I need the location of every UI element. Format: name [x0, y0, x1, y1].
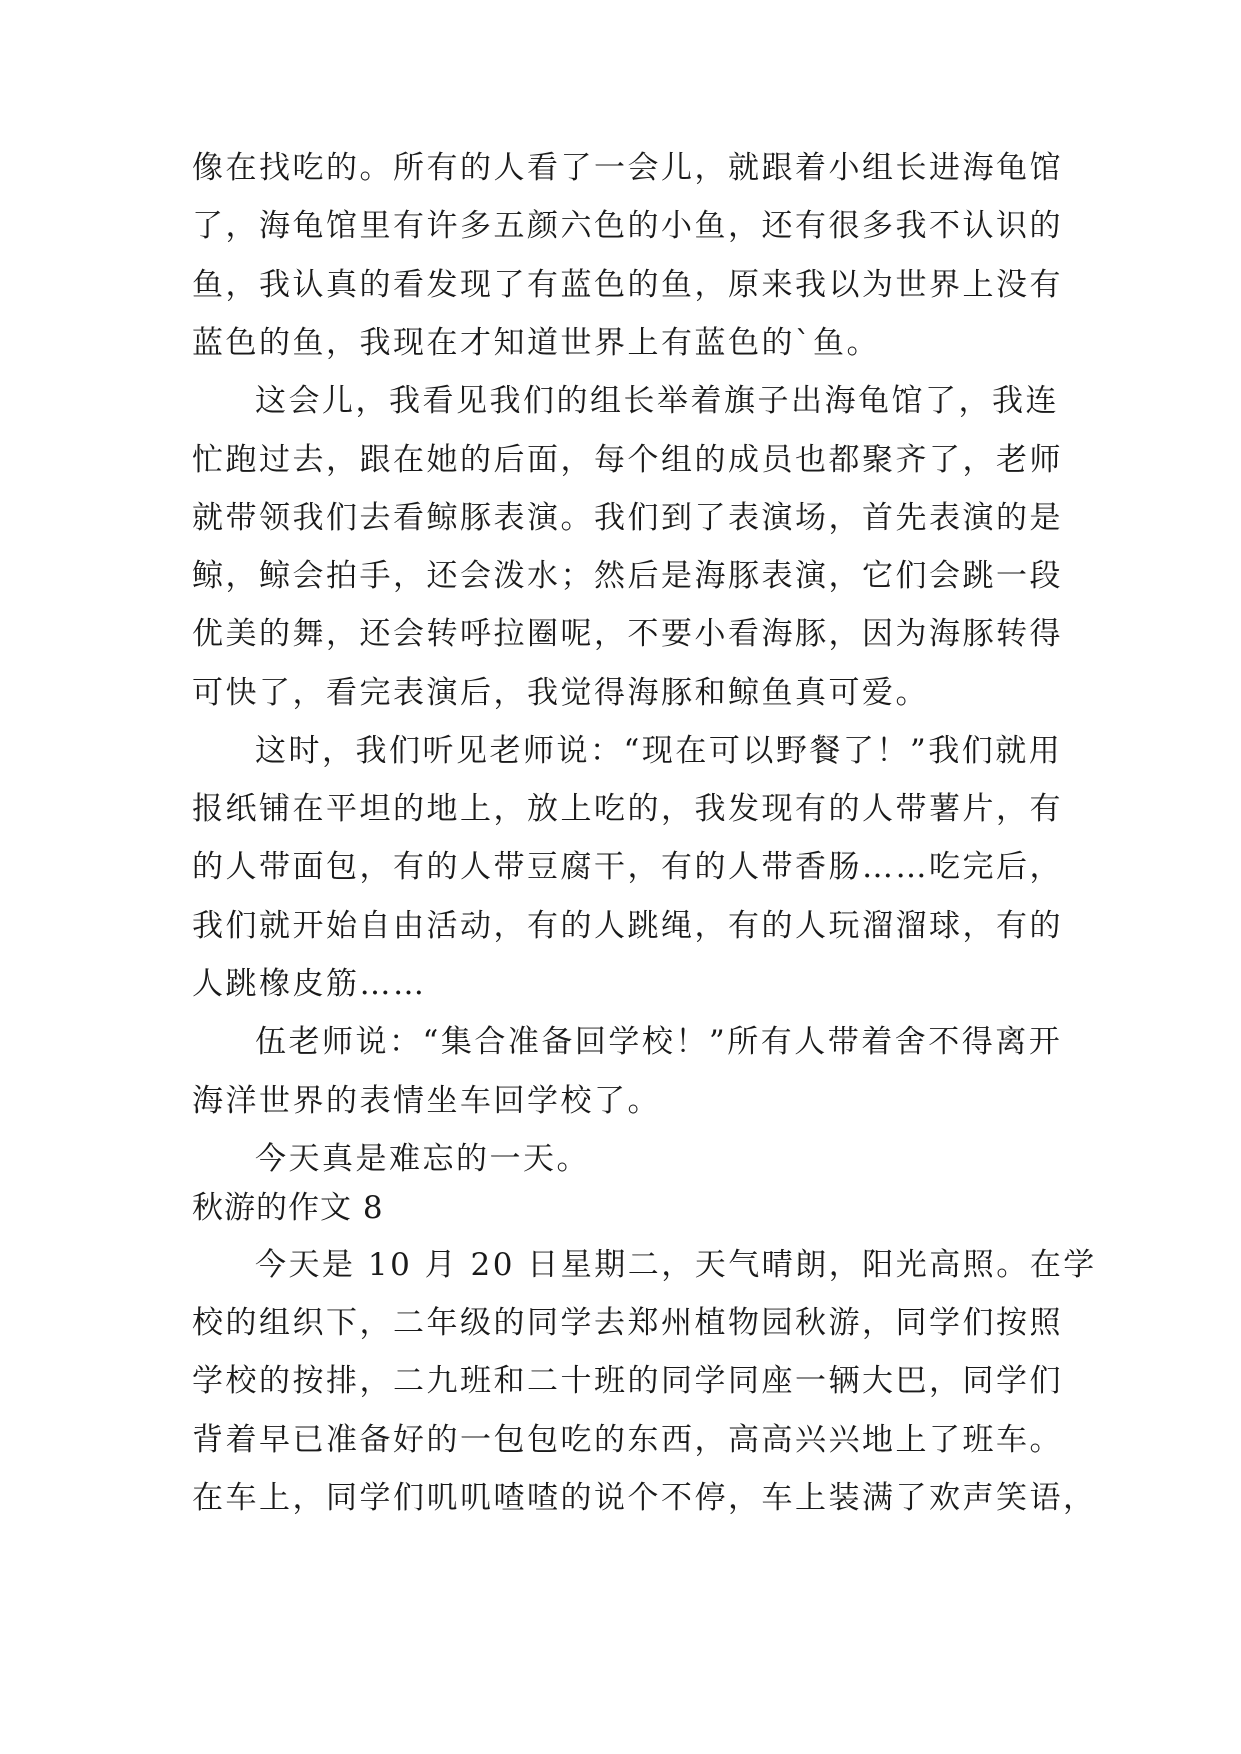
text-line: 蓝色的鱼，我现在才知道世界上有蓝色的`鱼。	[192, 325, 880, 361]
paragraph-first-line: 这会儿，我看见我们的组长举着旗子出海龟馆了，我连	[255, 383, 1059, 419]
section-heading: 秋游的作文 8	[192, 1190, 384, 1226]
text-line: 报纸铺在平坦的地上，放上吃的，我发现有的人带薯片，有	[192, 791, 1063, 827]
text-line: 海洋世界的表情坐车回学校了。	[192, 1083, 661, 1119]
text-line: 的人带面包，有的人带豆腐干，有的人带香肠……吃完后，	[192, 849, 1063, 885]
text-line: 忙跑过去，跟在她的后面，每个组的成员也都聚齐了，老师	[192, 442, 1063, 478]
text-line: 就带领我们去看鲸豚表演。我们到了表演场，首先表演的是	[192, 500, 1063, 536]
text-line: 鲸，鲸会拍手，还会泼水；然后是海豚表演，它们会跳一段	[192, 558, 1063, 594]
text-line: 背着早已准备好的一包包吃的东西，高高兴兴地上了班车。	[192, 1422, 1063, 1458]
paragraph-first-line: 今天真是难忘的一天。	[255, 1141, 590, 1177]
text-line: 优美的舞，还会转呼拉圈呢，不要小看海豚，因为海豚转得	[192, 616, 1063, 652]
text-line: 我们就开始自由活动，有的人跳绳，有的人玩溜溜球，有的	[192, 908, 1063, 944]
paragraph-first-line: 伍老师说：“集合准备回学校！”所有人带着舍不得离开	[255, 1024, 1063, 1060]
text-line: 在车上，同学们叽叽喳喳的说个不停，车上装满了欢声笑语，	[192, 1480, 1097, 1516]
paragraph-first-line: 这时，我们听见老师说：“现在可以野餐了！”我们就用	[255, 733, 1063, 769]
paragraph-first-line: 今天是 10 月 20 日星期二，天气晴朗，阳光高照。在学	[255, 1247, 1097, 1283]
text-line: 鱼，我认真的看发现了有蓝色的鱼，原来我以为世界上没有	[192, 267, 1063, 303]
text-line: 人跳橡皮筋……	[192, 966, 427, 1002]
text-line: 可快了，看完表演后，我觉得海豚和鲸鱼真可爱。	[192, 675, 929, 711]
text-line: 像在找吃的。所有的人看了一会儿，就跟着小组长进海龟馆	[192, 150, 1063, 186]
text-line: 校的组织下，二年级的同学去郑州植物园秋游，同学们按照	[192, 1305, 1063, 1341]
text-line: 学校的按排，二九班和二十班的同学同座一辆大巴，同学们	[192, 1363, 1063, 1399]
text-line: 了，海龟馆里有许多五颜六色的小鱼，还有很多我不认识的	[192, 208, 1063, 244]
